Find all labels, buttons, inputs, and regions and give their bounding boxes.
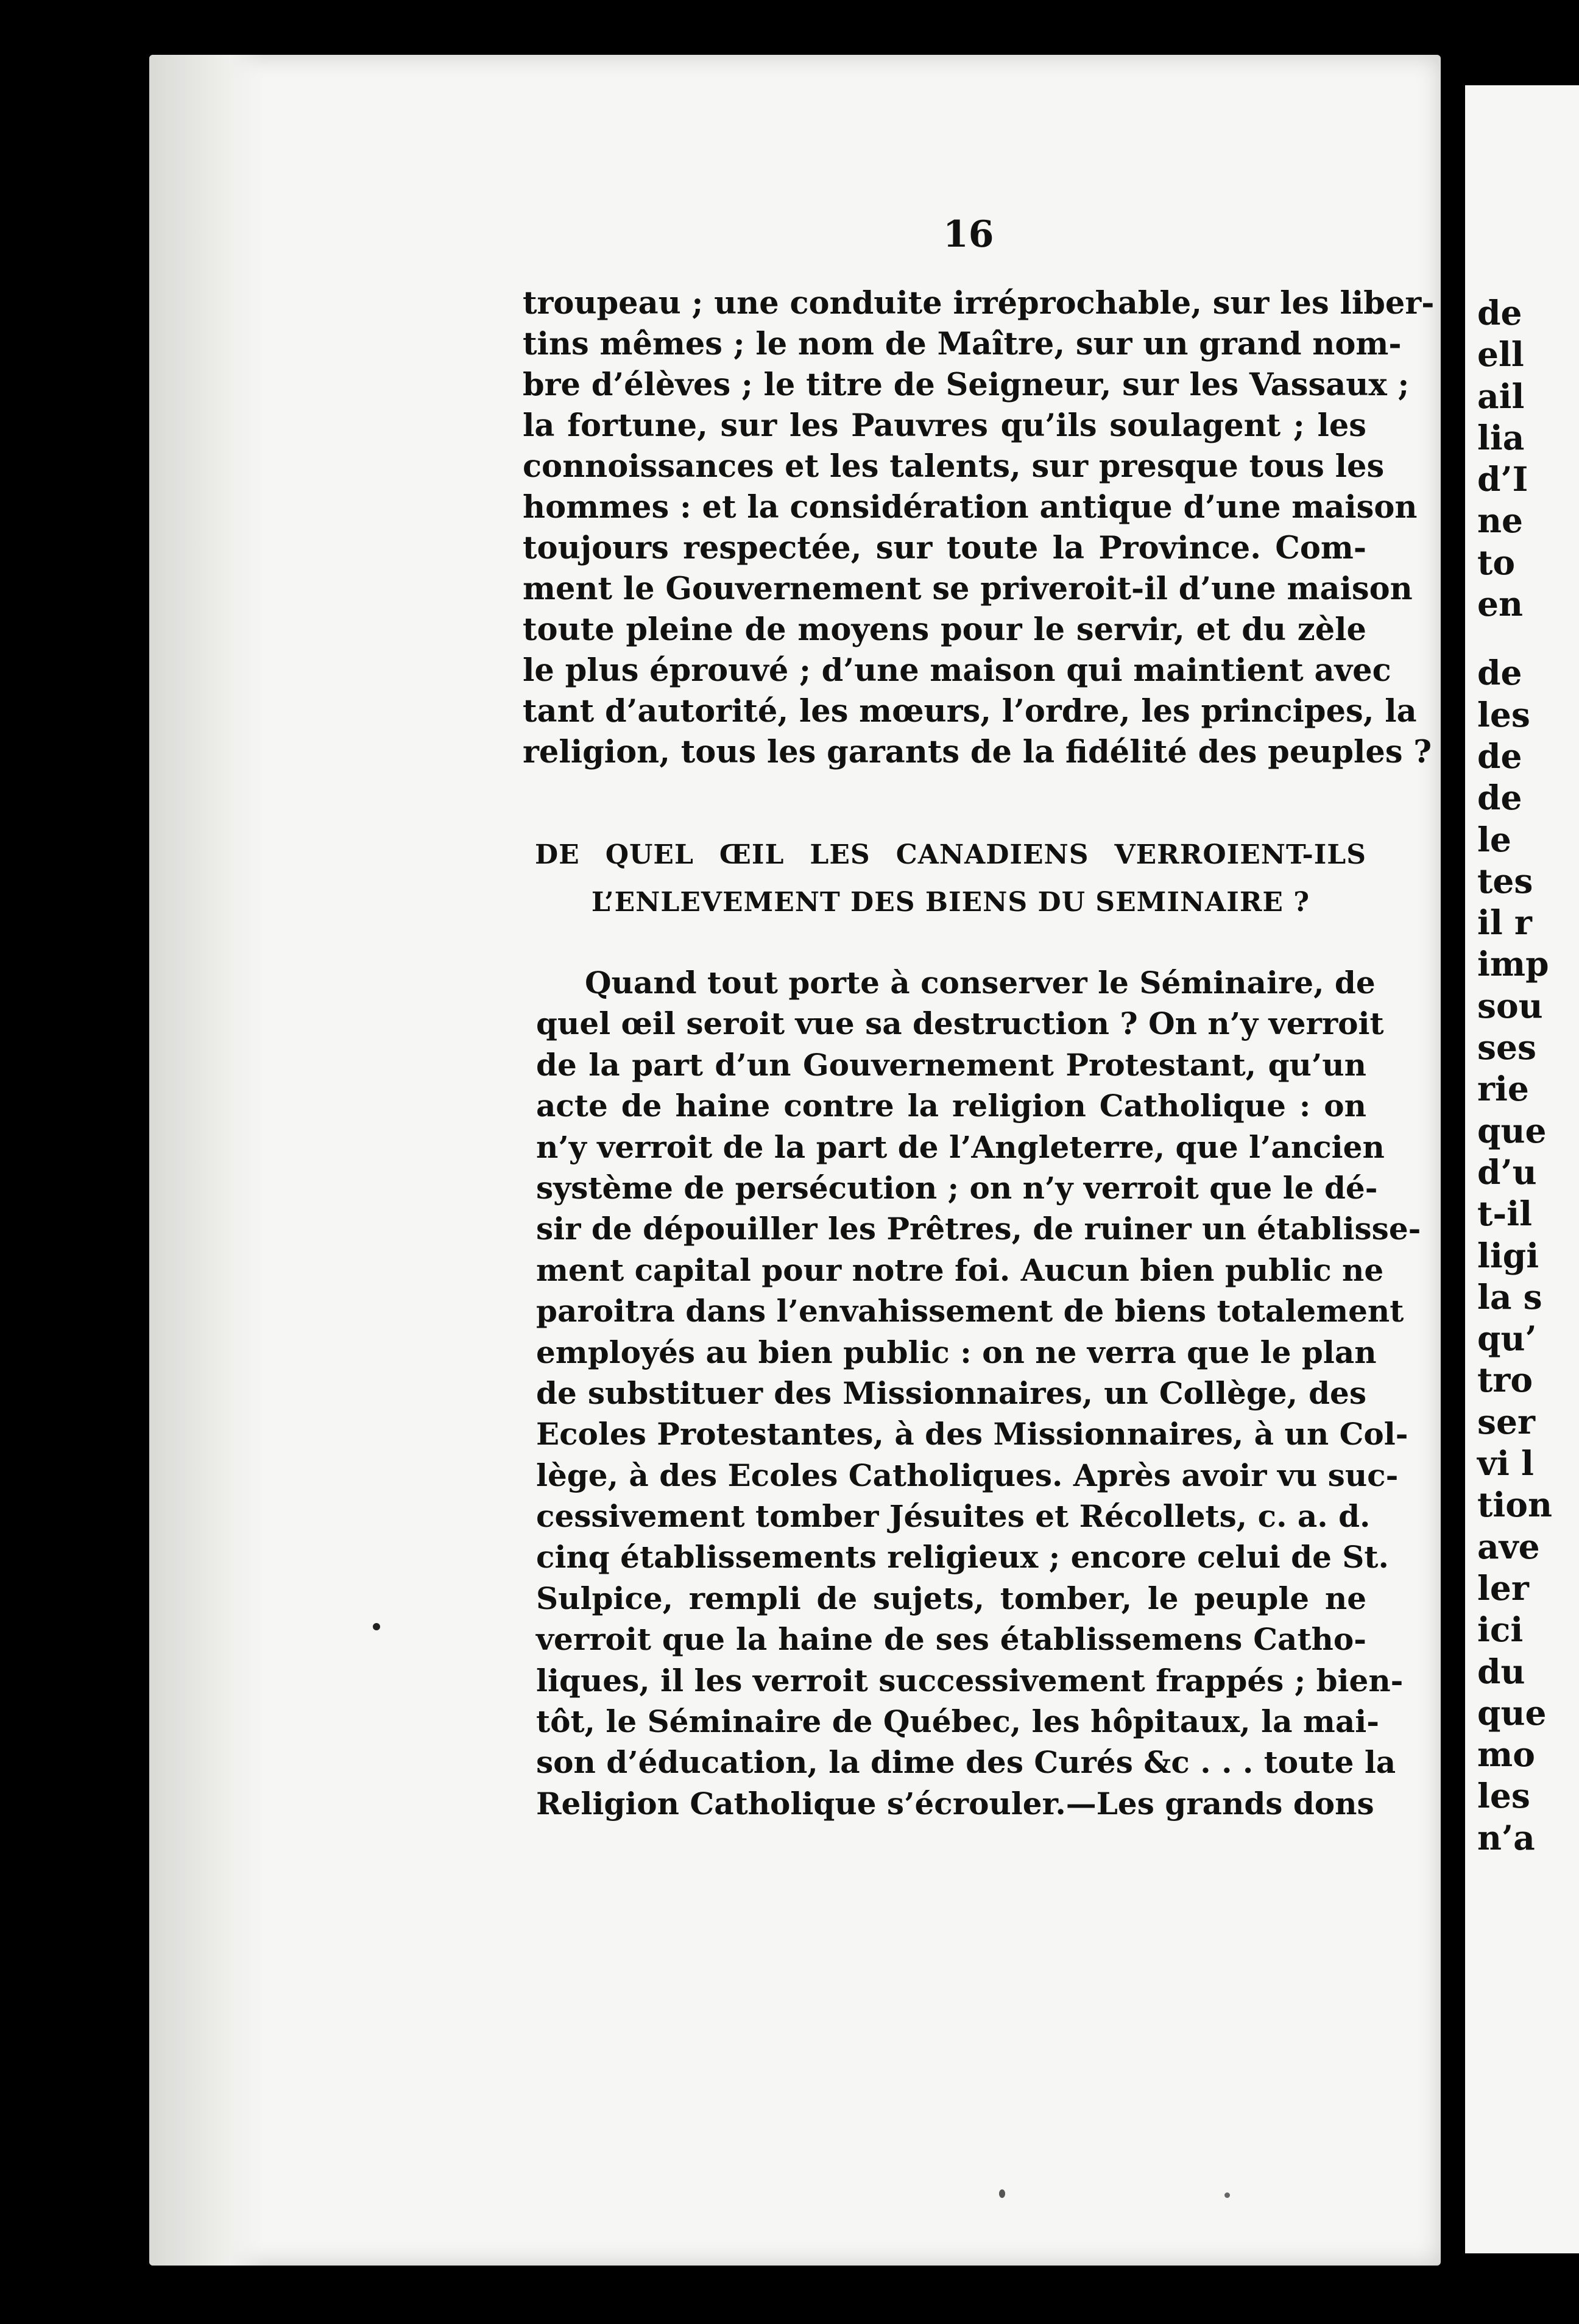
text-line: toujours respectée, sur toute la Province. Com- bbox=[523, 530, 1366, 566]
right-page-fragment: les bbox=[1477, 694, 1530, 734]
right-page-fragment: vi l bbox=[1477, 1443, 1534, 1484]
text-line: verroit que la haine de ses établissemens Catho- bbox=[536, 1621, 1366, 1658]
text-line: hommes : et la considération antique d’une maison bbox=[523, 489, 1418, 526]
right-page-fragment: que bbox=[1477, 1110, 1547, 1150]
heading-line: L’ENLEVEMENT DES BIENS DU SEMINAIRE ? bbox=[591, 887, 1310, 918]
right-page-fragment: de bbox=[1477, 293, 1522, 333]
text-line: la fortune, sur les Pauvres qu’ils soulagent ; les bbox=[523, 407, 1366, 444]
right-page-fragment: le bbox=[1477, 819, 1511, 859]
text-line: Religion Catholique s’écrouler.—Les grands dons bbox=[536, 1785, 1374, 1822]
text-line: tant d’autorité, les mœurs, l’ordre, les principes, la bbox=[523, 693, 1417, 730]
right-page-fragment: mo bbox=[1477, 1734, 1535, 1775]
right-page-fragment: tion bbox=[1477, 1485, 1552, 1525]
right-page-fragment: ell bbox=[1477, 334, 1524, 375]
text-line: sir de dépouiller les Prêtres, de ruiner un établisse- bbox=[536, 1211, 1421, 1247]
right-page-gap bbox=[1477, 625, 1552, 652]
text-line: système de persécution ; on n’y verroit que le dé- bbox=[536, 1169, 1378, 1206]
right-page-fragment: de bbox=[1477, 653, 1522, 693]
text-line: acte de haine contre la religion Catholique : on bbox=[536, 1088, 1366, 1124]
text-line: tins mêmes ; le nom de Maître, sur un grand nom- bbox=[523, 326, 1402, 362]
right-page-fragment: qu’ bbox=[1477, 1319, 1537, 1359]
ink-speck bbox=[999, 2189, 1005, 2198]
text-line: toute pleine de moyens pour le servir, et du zèle bbox=[523, 611, 1366, 648]
paragraph-1 bbox=[523, 283, 1435, 773]
right-page-fragment: de bbox=[1477, 736, 1522, 776]
text-line: Ecoles Protestantes, à des Missionnaires, à un Col- bbox=[536, 1416, 1408, 1452]
text-line: n’y verroit de la part de l’Angleterre, que l’ancien bbox=[536, 1129, 1385, 1165]
text-line: Sulpice, rempli de sujets, tomber, le peuple ne bbox=[536, 1580, 1366, 1616]
text-line: connoissances et les talents, sur presque tous les bbox=[523, 448, 1385, 485]
right-page-fragment: la s bbox=[1477, 1276, 1542, 1317]
text-line: le plus éprouvé ; d’une maison qui maintient avec bbox=[523, 652, 1391, 689]
heading-line: DE QUEL ŒIL LES CANADIENS VERROIENT-ILS bbox=[535, 839, 1366, 870]
right-page-fragment: de bbox=[1477, 778, 1522, 818]
right-page-fragment: ne bbox=[1477, 501, 1523, 541]
right-page-fragment: il r bbox=[1477, 903, 1532, 943]
right-page-fragment: d’u bbox=[1477, 1152, 1537, 1192]
left-page-deckled-edge bbox=[149, 55, 265, 2266]
text-line: ment le Gouvernement se priveroit-il d’une maison bbox=[523, 571, 1413, 607]
right-page-text-fragments bbox=[1477, 292, 1552, 1859]
right-page-fragment: rie bbox=[1477, 1069, 1529, 1109]
page-number: 16 bbox=[943, 213, 994, 256]
ink-speck bbox=[373, 1623, 380, 1630]
right-page-fragment: ses bbox=[1477, 1027, 1536, 1068]
text-line: religion, tous les garants de la fidélité des peuples ? bbox=[523, 734, 1432, 770]
text-line: cessivement tomber Jésuites et Récollets, c. a. d. bbox=[536, 1498, 1371, 1535]
text-line: employés au bien public : on ne verra que le plan bbox=[536, 1334, 1377, 1370]
right-page-fragment: lia bbox=[1477, 417, 1525, 457]
text-line: quel œil seroit vue sa destruction ? On n’y verroit bbox=[536, 1005, 1384, 1042]
ink-speck bbox=[1224, 2192, 1230, 2198]
text-line: liques, il les verroit successivement frappés ; bien- bbox=[536, 1662, 1404, 1699]
right-page-fragment: les bbox=[1477, 1776, 1530, 1816]
right-page-fragment: ail bbox=[1477, 376, 1525, 416]
text-line: son d’éducation, la dime des Curés &c . . . toute la bbox=[536, 1744, 1396, 1781]
right-page-fragment: t-il bbox=[1477, 1194, 1533, 1234]
right-page-fragment: ligi bbox=[1477, 1235, 1539, 1275]
section-heading bbox=[535, 831, 1366, 926]
right-page-fragment: tes bbox=[1477, 861, 1533, 901]
text-line: cinq établissements religieux ; encore celui de St. bbox=[536, 1539, 1389, 1576]
text-line: Quand tout porte à conserver le Séminaire, de bbox=[585, 965, 1376, 1001]
right-page-fragment: ser bbox=[1477, 1401, 1535, 1442]
text-line: bre d’élèves ; le titre de Seigneur, sur les Vassaux ; bbox=[523, 367, 1410, 403]
right-page-fragment: ler bbox=[1477, 1568, 1529, 1608]
text-line: ment capital pour notre foi. Aucun bien public ne bbox=[536, 1252, 1384, 1288]
right-page-fragment: ici bbox=[1477, 1610, 1524, 1650]
text-line: lège, à des Ecoles Catholiques. Après avoir vu suc- bbox=[536, 1457, 1399, 1493]
right-page-fragment: n’a bbox=[1477, 1817, 1535, 1857]
text-line: de substituer des Missionnaires, un Collège, des bbox=[536, 1375, 1366, 1411]
right-page-fragment: du bbox=[1477, 1651, 1525, 1691]
text-line: paroitra dans l’envahissement de biens totalement bbox=[536, 1293, 1404, 1329]
right-page-fragment: tro bbox=[1477, 1360, 1533, 1400]
right-page-fragment: ave bbox=[1477, 1526, 1540, 1566]
right-page-fragment: to bbox=[1477, 542, 1516, 582]
right-page-strip bbox=[1465, 85, 1579, 2253]
right-page-fragment: que bbox=[1477, 1692, 1547, 1733]
text-line: tôt, le Séminaire de Québec, les hôpitaux, la mai- bbox=[536, 1703, 1379, 1740]
text-line: troupeau ; une conduite irréprochable, sur les liber- bbox=[523, 285, 1435, 322]
text-line: de la part d’un Gouvernement Protestant, qu’un bbox=[536, 1046, 1366, 1083]
right-page-fragment: sou bbox=[1477, 985, 1543, 1026]
right-page-fragment: imp bbox=[1477, 944, 1549, 984]
paragraph-2 bbox=[536, 962, 1421, 1824]
right-page-fragment: d’I bbox=[1477, 459, 1528, 499]
right-page-fragment: en bbox=[1477, 584, 1523, 624]
